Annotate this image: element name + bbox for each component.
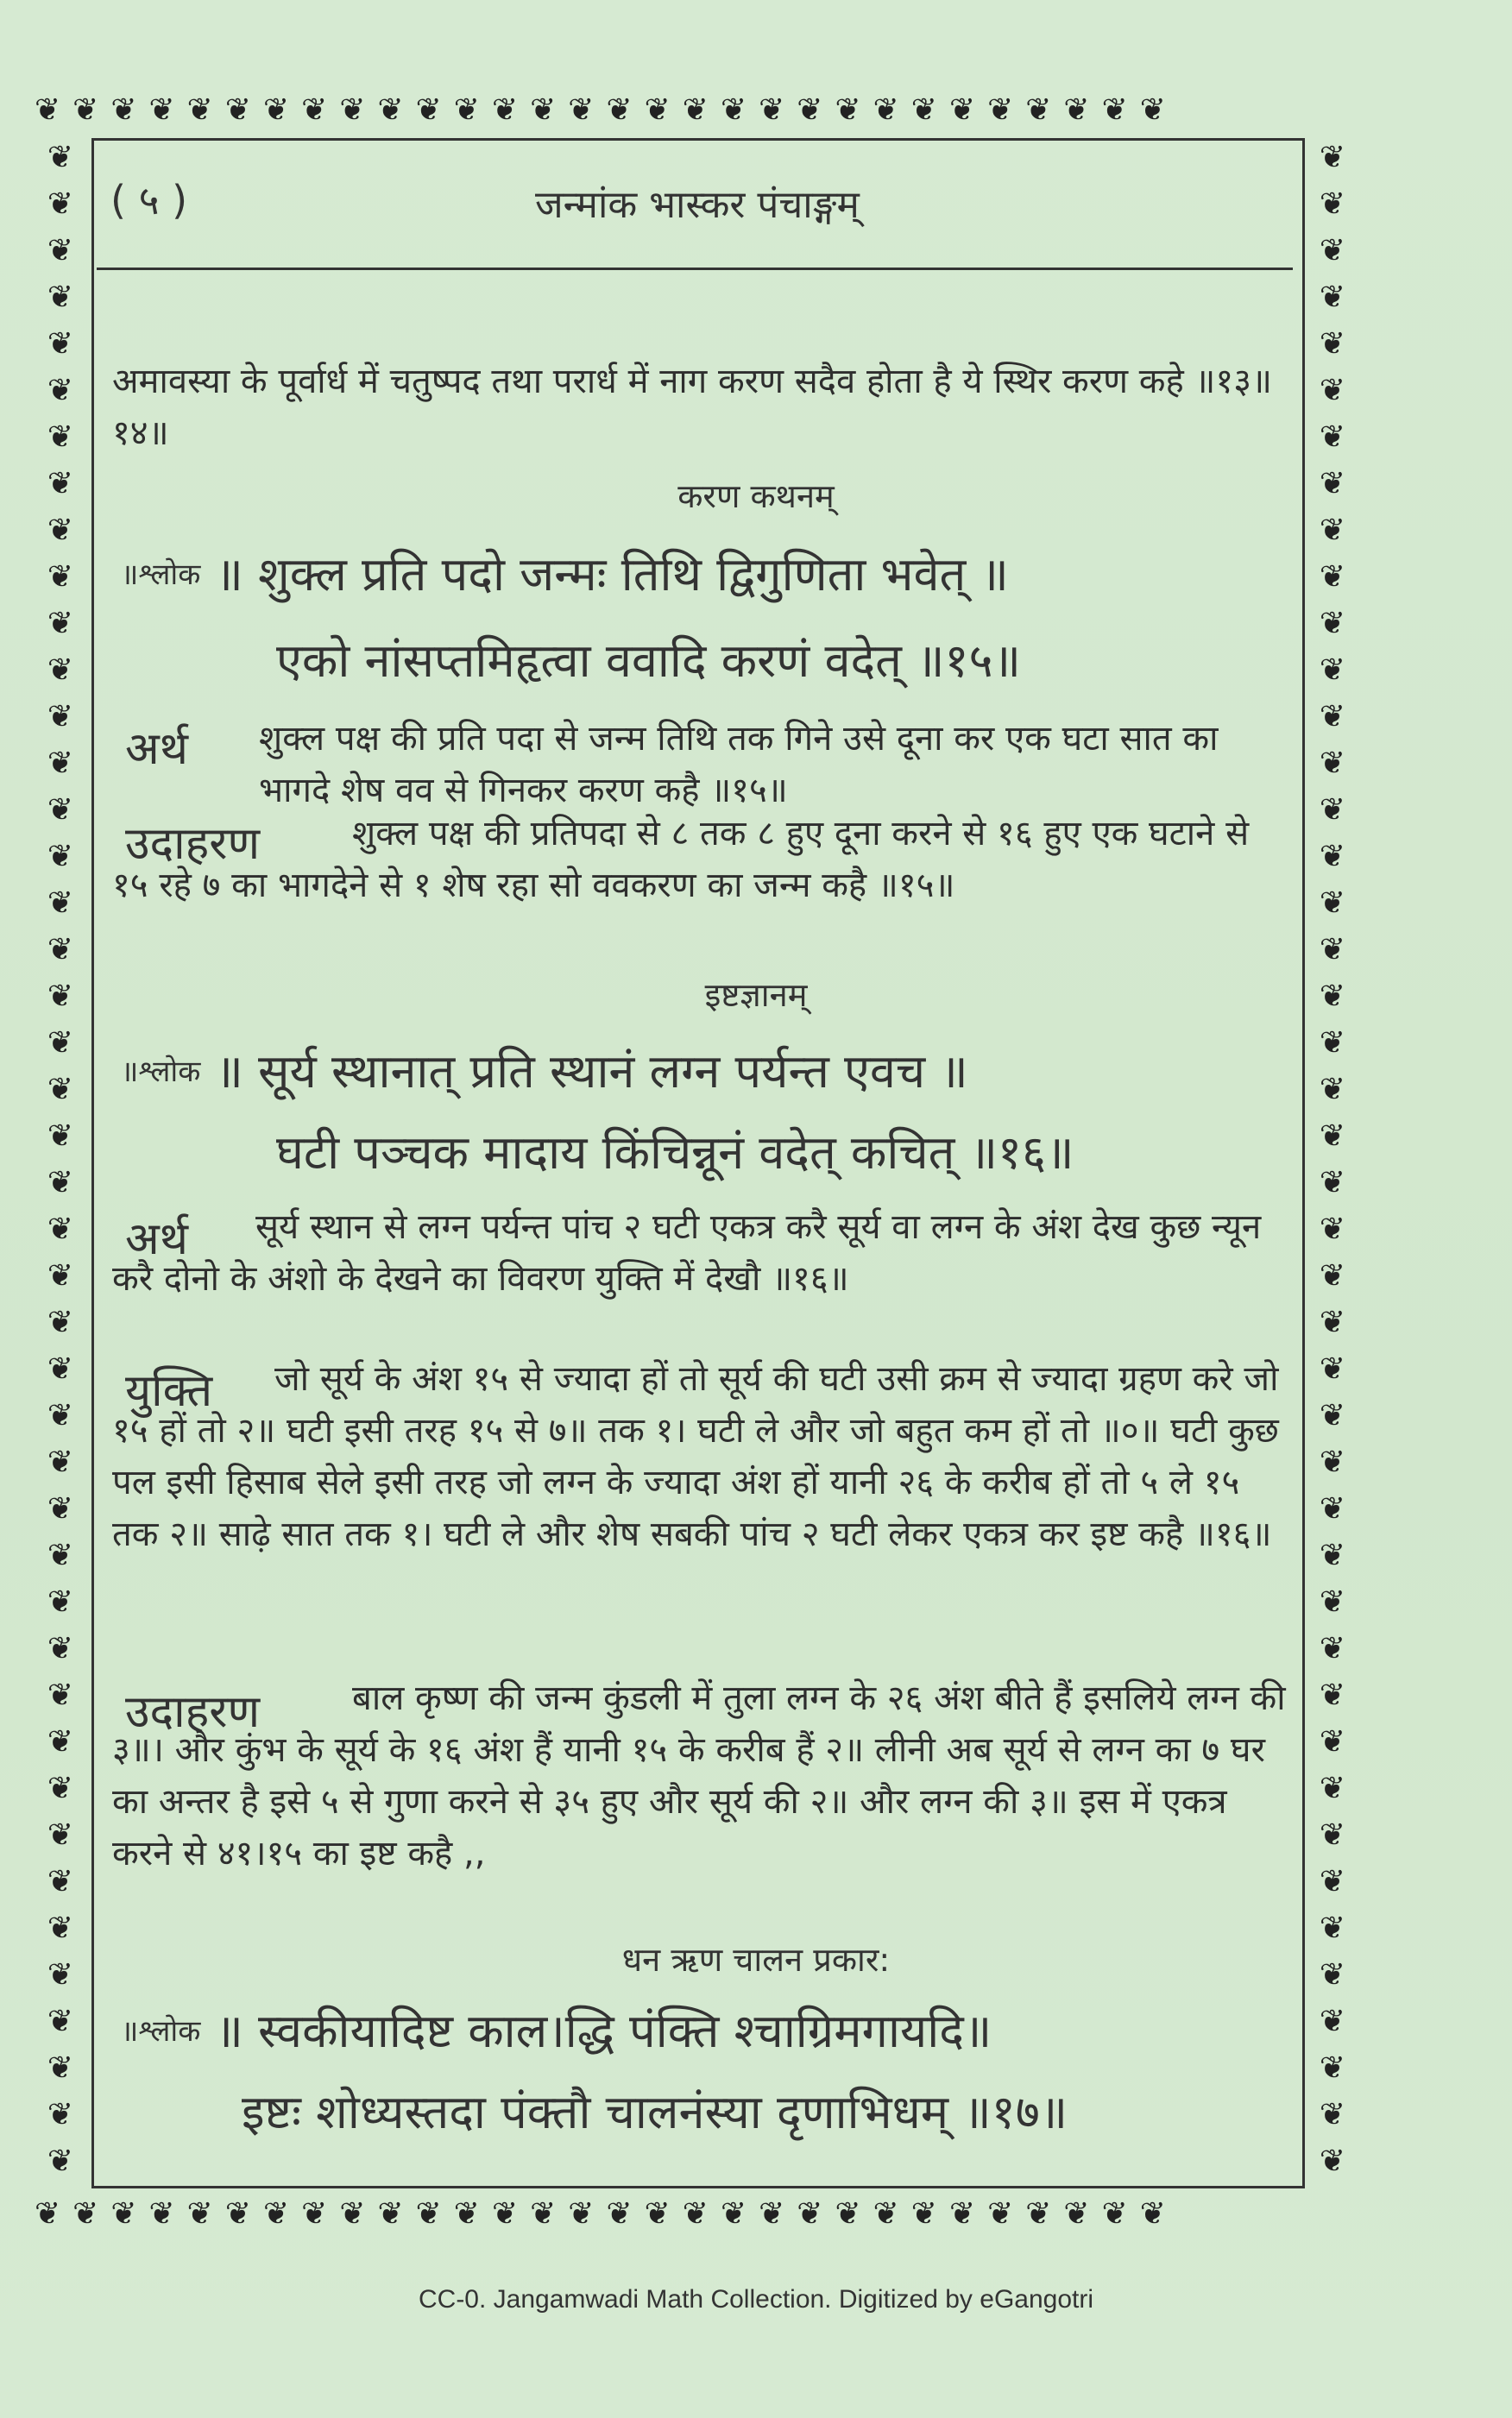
- verse-text: ॥ सूर्य स्थानात् प्रति स्थानं लग्न पर्यन्त एवच ॥: [215, 1044, 968, 1099]
- yukti-label: युक्ति: [125, 1365, 213, 1417]
- artha-text-1: शुक्ल पक्ष की प्रति पदा से जन्म तिथि तक गिने उसे दूना कर एक घटा सात का भागदे शेष वव से गिनकर करण कहै ॥१५॥: [259, 719, 1219, 810]
- verse-17-line2: इष्टः शोध्यस्तदा पंक्तौ चालनंस्या दृणाभिधम् ॥१७॥: [242, 2085, 1068, 2139]
- udaharan-text-2: बाल कृष्ण की जन्म कुंडली में तुला लग्न के २६ अंश बीते हैं इसलिये लग्न की ३॥। और कुंभ के सूर्य के १६ अंश हैं यानी १५ के करीब हैं २॥ लीनी अब सूर्य से लग्न का ७ घर का अन्तर है इसे ५ से गुणा करने से ३५ हुए और सूर्य की २॥ और लग्न की ३॥ इस में एकत्र करने से ४१।१५ का इष्ट कहै ,,: [112, 1678, 1286, 1873]
- shloka-mark: ॥श्लोक: [121, 2014, 201, 2049]
- digitization-credit: CC-0. Jangamwadi Math Collection. Digitized by eGangotri: [418, 2285, 1094, 2314]
- verse-15-line1: [121, 544, 1009, 606]
- paragraph-amavasya: अमावस्या के पूर्वार्ध में चतुष्पद तथा परार्ध में नाग करण सदैव होता है ये स्थिर करण कहे ॥१३॥१४॥: [112, 362, 1272, 453]
- verse-text: ॥ स्वकीयादिष्ट काल।द्धि पंक्ति श्चाग्रिमगायदि॥: [215, 2004, 992, 2058]
- verse-17-line1: [121, 2000, 992, 2062]
- verse-16-line1: [121, 1041, 968, 1103]
- udaharan-text-1: शुक्ल पक्ष की प्रतिपदा से ८ तक ८ हुए दूना करने से १६ हुए एक घटाने से १५ रहे ७ का भागदेने से १ शेष रहा सो ववकरण का जन्म कहै ॥१५॥: [112, 814, 1250, 905]
- subhead-dhan-rin-chalan: धन ऋण चालन प्रकार:: [621, 1941, 891, 1979]
- ornament-border-bottom: ❦❦❦❦❦❦❦❦❦❦❦❦❦❦❦❦❦❦❦❦❦❦❦❦❦❦❦❦❦❦: [35, 2196, 1178, 2232]
- subhead-ishtajnanam: इष्टज्ञानम्: [704, 976, 808, 1014]
- subhead-karan-kathanam: करण कथनम्: [677, 477, 835, 515]
- artha-label-2: अर्थ: [125, 1213, 188, 1265]
- shloka-mark: ॥श्लोक: [121, 557, 201, 592]
- artha-label-1: अर्थ: [125, 723, 188, 775]
- verse-text: ॥ शुक्ल प्रति पदो जन्मः तिथि द्विगुणिता भवेत् ॥: [215, 547, 1009, 601]
- shloka-mark: ॥श्लोक: [121, 1055, 201, 1089]
- yukti-text: जो सूर्य के अंश १५ से ज्यादा हों तो सूर्य की घटी उसी क्रम से ज्यादा ग्रहण करे जो १५ हों तो २॥ घटी इसी तरह १५ से ७॥ तक १। घटी ले और जो बहुत कम हों तो ॥०॥ घटी कुछ पल इसी हिसाब सेले इसी तरह जो लग्न के ज्यादा अंश हों यानी २६ के करीब हों तो ५ ले १५ तक २॥ साढ़े सात तक १। घटी ले और शेष सबकी पांच २ घटी लेकर एकत्र कर इष्ट कहै ॥१६॥: [112, 1359, 1279, 1554]
- udaharan-label-1: उदाहरण: [125, 818, 261, 870]
- ornament-border-right: ❦❦❦❦❦❦❦❦❦❦❦❦❦❦❦❦❦❦❦❦❦❦❦❦❦❦❦❦❦❦❦❦❦❦❦❦❦❦❦❦❦❦❦❦: [1319, 140, 1346, 2179]
- udaharan-label-2: उदाहरण: [125, 1686, 261, 1738]
- ornament-border-left: ❦❦❦❦❦❦❦❦❦❦❦❦❦❦❦❦❦❦❦❦❦❦❦❦❦❦❦❦❦❦❦❦❦❦❦❦❦❦❦❦❦❦❦❦: [47, 140, 74, 2179]
- verse-15-line2: एको नांसप्तमिहृत्वा ववादि करणं वदेत् ॥१५॥: [276, 633, 1021, 688]
- artha-text-2: सूर्य स्थान से लग्न पर्यन्त पांच २ घटी एकत्र करै सूर्य वा लग्न के अंश देख कुछ न्यून करै दोनो के अंशो के देखने का विवरण युक्ति में देखौ ॥१६॥: [112, 1207, 1262, 1299]
- ornament-border-top: ❦❦❦❦❦❦❦❦❦❦❦❦❦❦❦❦❦❦❦❦❦❦❦❦❦❦❦❦❦❦: [35, 92, 1178, 128]
- running-title: जन्मांक भास्कर पंचाङ्गम्: [535, 183, 860, 227]
- header-rule: [97, 268, 1293, 270]
- verse-16-line2: घटी पञ्चक मादाय किंचिन्नूनं वदेत् कचित् ॥१६॥: [276, 1125, 1074, 1180]
- page-number: ( ५ ): [110, 177, 188, 224]
